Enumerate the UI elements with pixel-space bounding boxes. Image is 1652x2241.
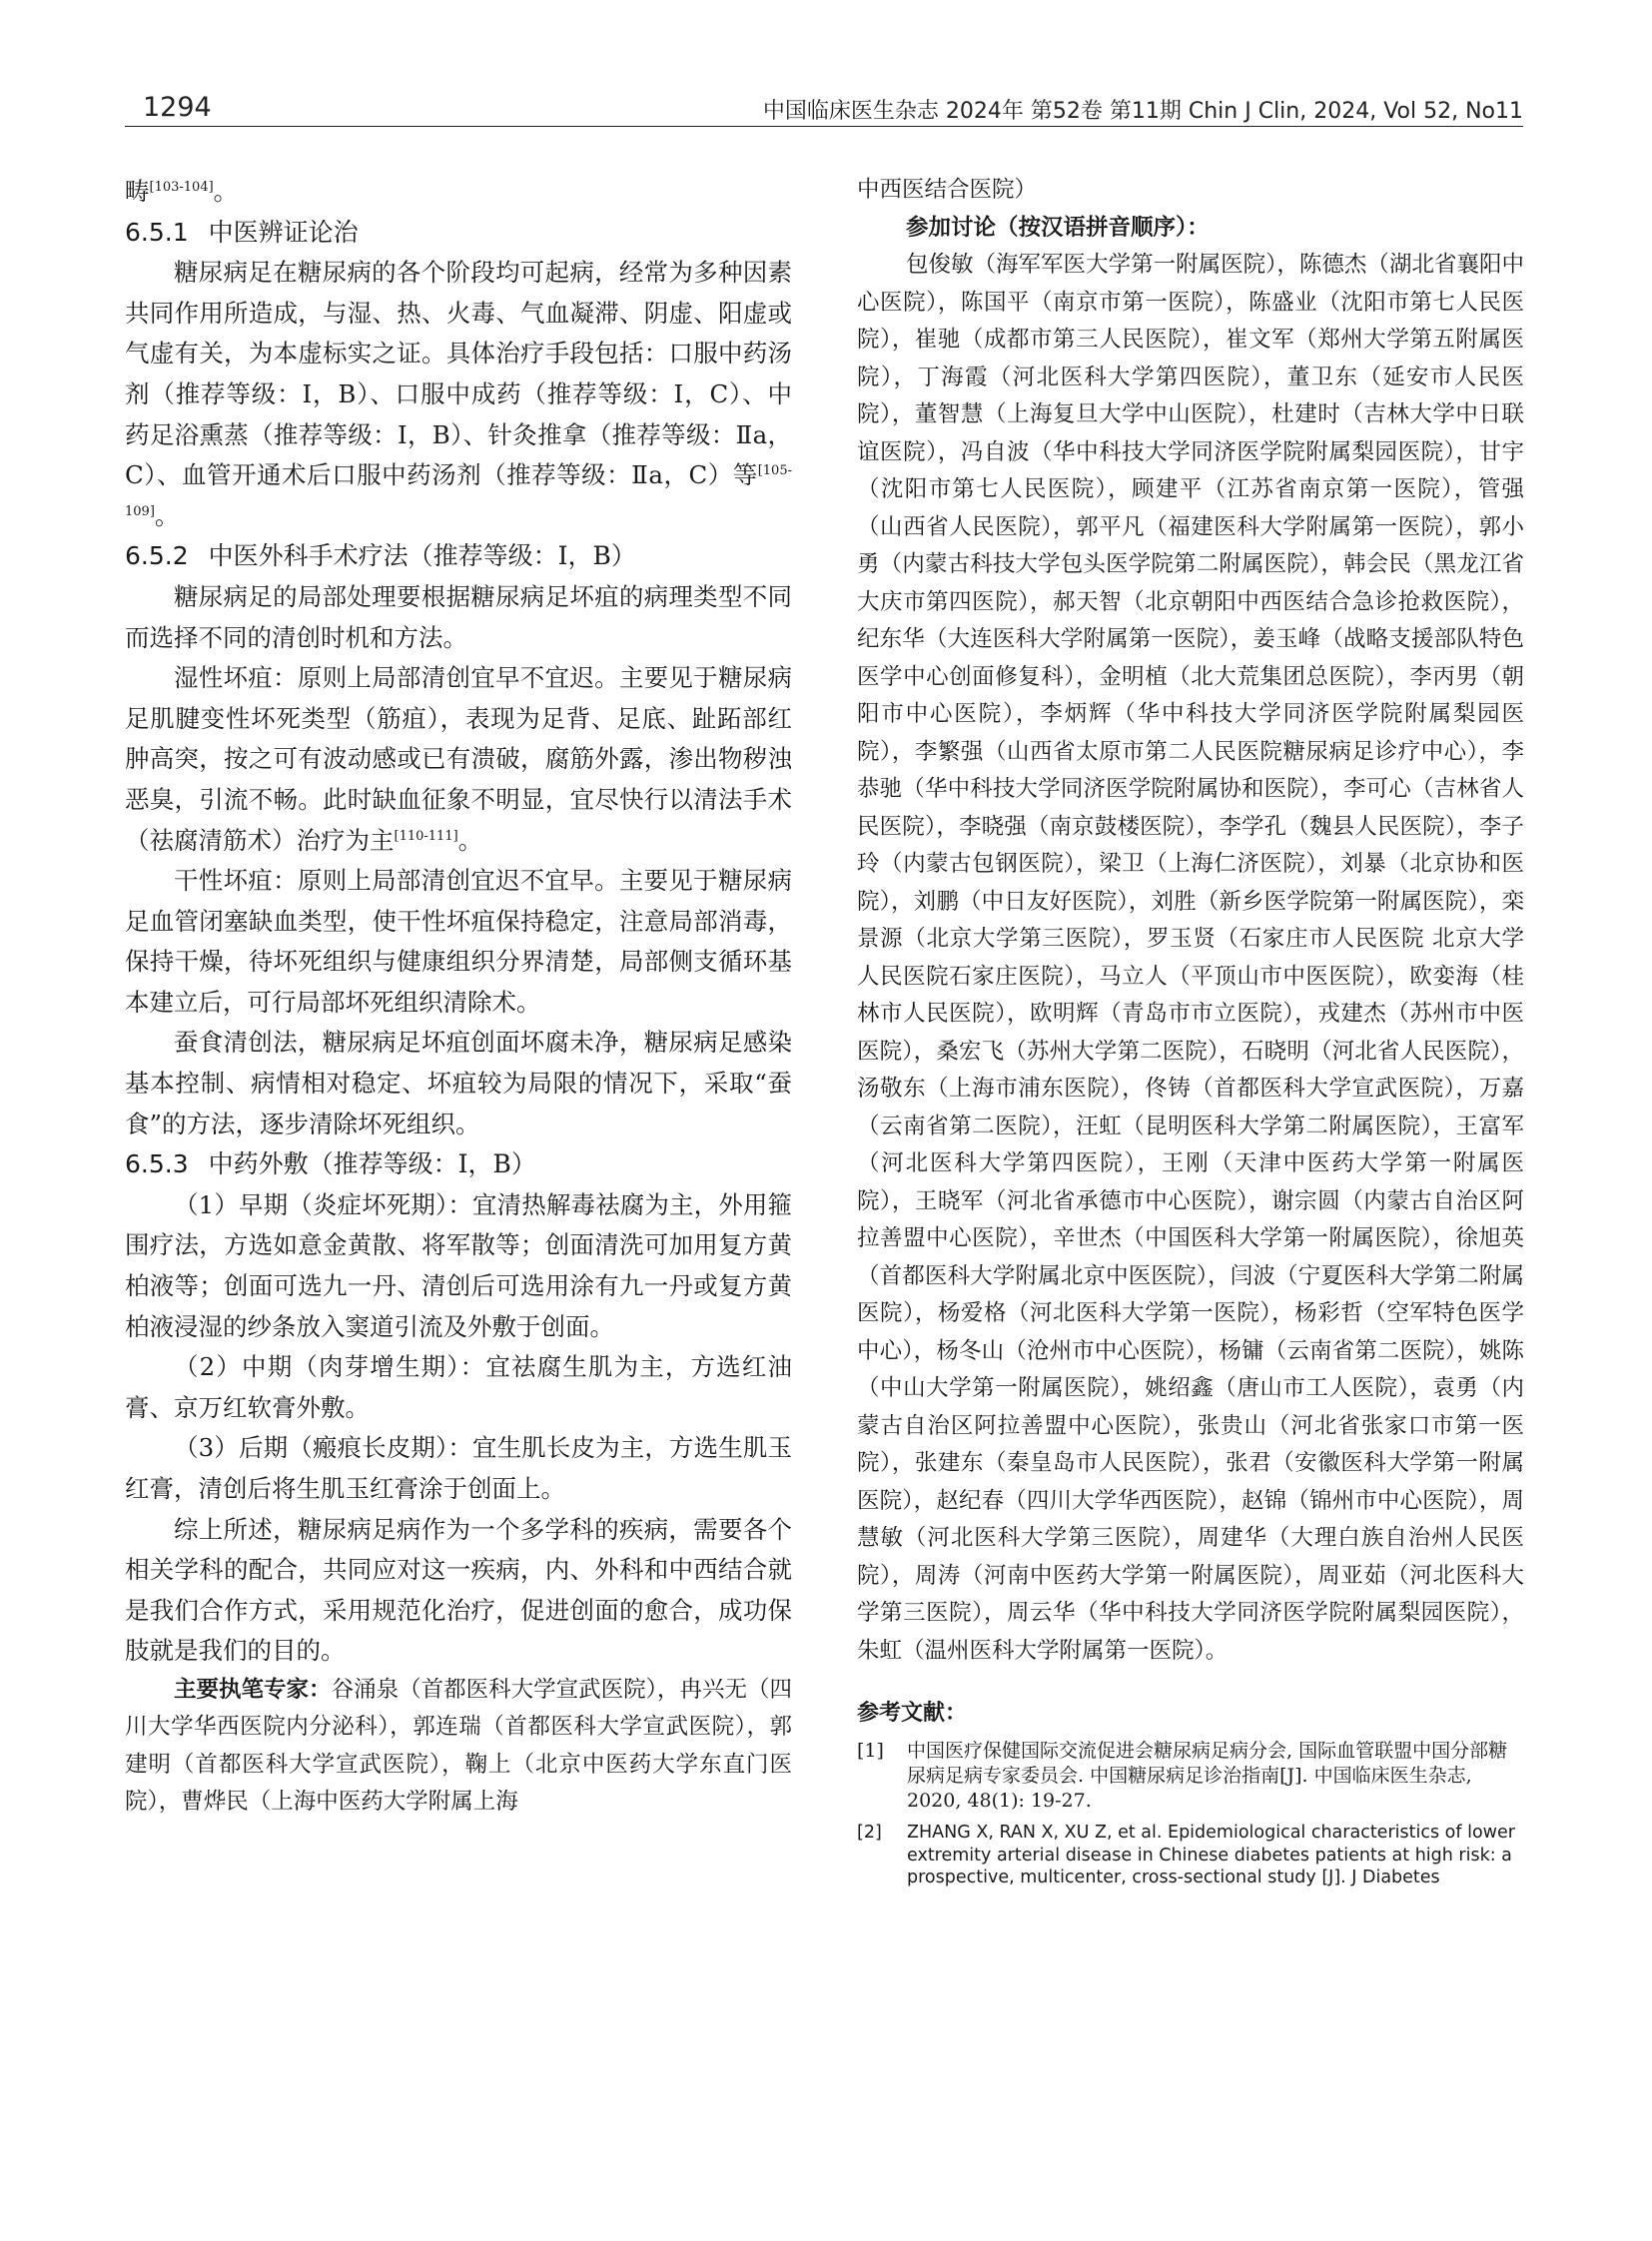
paragraph-nibbling-debridement: 蚕食清创法，糖尿病足坏疽创面坏腐未净，糖尿病足感染基本控制、病情相对稳定、坏疽较为局限的情况下，采取“蚕食”的方法，逐步清除坏死组织。	[125, 1028, 792, 1138]
discussion-label: 参加讨论（按汉语拼音顺序）：	[906, 214, 1210, 241]
page-number: 1294	[143, 92, 212, 123]
page-header	[125, 92, 1523, 127]
reference-item	[857, 1739, 1524, 1814]
reference-text: ZHANG X, RAN X, XU Z, et al. Epidemiological characteristics of lower extremity arterial disease in Chinese diabetes patients at high risk: a prospective, multicenter, cross-sectional study [J]. J Diabetes	[907, 1823, 1515, 1887]
discussion-list: 包俊敏（海军军医大学第一附属医院），陈德杰（湖北省襄阳中心医院），陈国平（南京市第一医院），陈盛业（沈阳市第七人民医院），崔驰（成都市第三人民医院），崔文军（郑州大学第五附属医院），丁海霞（河北医科大学第四医院），董卫东（延安市人民医院），董智慧（上海复旦大学中山医院），杜建时（吉林大学中日联谊医院），冯自波（华中科技大学同济医学院附属梨园医院），甘宇（沈阳市第七人民医院），顾建平（江苏省南京第一医院），管强（山西省人民医院），郭平凡（福建医科大学附属第一医院），郭小勇（内蒙古科技大学包头医学院第二附属医院），韩会民（黑龙江省大庆市第四医院），郝天智（北京朝阳中西医结合急诊抢救医院），纪东华（大连医科大学附属第一医院），姜玉峰（战略支援部队特色医学中心创面修复科），金明植（北大荒集团总医院），李丙男（朝阳市中心医院），李炳辉（华中科技大学同济医学院附属梨园医院），李繁强（山西省太原市第二人民医院糖尿病足诊疗中心），李恭驰（华中科技大学同济医学院附属协和医院），李可心（吉林省人民医院），李晓强（南京鼓楼医院），李学孔（魏县人民医院），李子玲（内蒙古包钢医院），梁卫（上海仁济医院），刘暴（北京协和医院），刘鹏（中日友好医院），刘胜（新乡医学院第一附属医院），栾景源（北京大学第三医院），罗玉贤（石家庄市人民医院 北京大学人民医院石家庄医院），马立人（平顶山市中医医院），欧娈海（桂林市人民医院），欧明辉（青岛市市立医院），戎建杰（苏州市中医医院），桑宏飞（苏州大学第二医院），石晓明（河北省人民医院），汤敬东（上海市浦东医院），佟铸（首都医科大学宣武医院），万嘉（云南省第二医院），汪虹（昆明医科大学第二附属医院），王富军（河北医科大学第四医院），王刚（天津中医药大学第一附属医院），王晓军（河北省承德市中心医院），谢宗圆（内蒙古自治区阿拉善盟中心医院），辛世杰（中国医科大学第一附属医院），徐旭英（首都医科大学附属北京中医医院），闫波（宁夏医科大学第二附属医院），杨爱格（河北医科大学第一医院），杨彩哲（空军特色医学中心），杨冬山（沧州市中心医院），杨镛（云南省第二医院），姚陈（中山大学第一附属医院），姚绍鑫（唐山市工人医院），袁勇（内蒙古自治区阿拉善盟中心医院），张贵山（河北省张家口市第一医院），张建东（秦皇岛市人民医院），张君（安徽医科大学第一附属医院），赵纪春（四川大学华西医院），赵锦（锦州市中心医院），周慧敏（河北医科大学第三医院），周建华（大理白族自治州人民医院），周涛（河南中医药大学第一附属医院），周亚茹（河北医科大学第三医院），周云华（华中科技大学同济医学院附属梨园医院），朱虹（温州医科大学附属第一医院）。	[857, 252, 1524, 1664]
section-heading-6-5-1: 6.5.1 中医辨证论治	[125, 217, 359, 247]
authors-list: 谷涌泉（首都医科大学宣武医院），冉兴无（四川大学华西医院内分泌科），郭连瑞（首都医科大学宣武医院），郭建明（首都医科大学宣武医院），鞠上（北京中医药大学东直门医院），曹烨民（上海中医药大学附属上海	[125, 1676, 792, 1816]
authors-label: 主要执笔专家：	[174, 1676, 332, 1703]
contributors-block	[857, 172, 1524, 1670]
reference-number: [2]	[857, 1823, 882, 1843]
reference-item	[857, 1822, 1524, 1889]
section-heading-6-5-3: 6.5.3 中药外敷（推荐等级：Ⅰ，B）	[125, 1149, 536, 1179]
left-column	[125, 172, 792, 1822]
paragraph-dry-gangrene: 干性坏疽：原则上局部清创宜迟不宜早。主要见于糖尿病足血管闭塞缺血类型，使干性坏疽保持稳定，注意局部消毒，保持干燥，待坏死组织与健康组织分界清楚，局部侧支循环基本建立后，可行局部坏死组织清除术。	[125, 866, 792, 1017]
paragraph-wet-gangrene: 湿性坏疽：原则上局部清创宜早不宜迟。主要见于糖尿病足肌腱变性坏死类型（筋疽），表现为足背、足底、趾跖部红肿高突，按之可有波动感或已有溃破，腐筋外露，渗出物秽浊恶臭，引流不畅。此时缺血征象不明显，宜尽快行以清法手术（祛腐清筋术）治疗为主[110-111]。	[125, 663, 792, 855]
paragraph-summary: 综上所述，糖尿病足病作为一个多学科的疾病，需要各个相关学科的配合，共同应对这一疾病，内、外科和中西结合就是我们合作方式，采用规范化治疗，促进创面的愈合，成功保肢就是我们的目的。	[125, 1514, 792, 1666]
citation[interactable]: [110-111]	[394, 828, 458, 844]
authors-continuation: 中西医结合医院）	[857, 177, 1038, 203]
journal-citation: 中国临床医生杂志 2024年 第52卷 第11期 Chin J Clin, 2024, Vol 52, No11	[762, 99, 1523, 124]
authors-block	[125, 1672, 792, 1822]
section-heading-6-5-2: 6.5.2 中医外科手术疗法（推荐等级：Ⅰ，B）	[125, 541, 636, 571]
reference-number: [1]	[857, 1740, 884, 1762]
paragraph-middle-stage: （2）中期（肉芽增生期）：宜祛腐生肌为主，方选红油膏、京万红软膏外敷。	[125, 1352, 792, 1422]
citation[interactable]: [103-104]	[149, 179, 214, 195]
paragraph-tcm-syndrome: 糖尿病足在糖尿病的各个阶段均可起病，经常为多种因素共同作用所造成，与湿、热、火毒、气血凝滞、阴虚、阳虚或气虚有关，为本虚标实之证。具体治疗手段包括：口服中药汤剂（推荐等级：Ⅰ，B）、口服中成药（推荐等级：Ⅰ，C）、中药足浴熏蒸（推荐等级：Ⅰ，B）、针灸推拿（推荐等级：Ⅱa，C）、血管开通术后口服中药汤剂（推荐等级：Ⅱa，C）等[105-109]。	[125, 258, 792, 530]
reference-text: 中国医疗保健国际交流促进会糖尿病足病分会, 国际血管联盟中国分部糖尿病足病专家委员会. 中国糖尿病足诊治指南[J]. 中国临床医生杂志, 2020, 48(1): 19-27.	[907, 1740, 1508, 1812]
references-title: 参考文献：	[857, 1701, 968, 1726]
right-column	[857, 172, 1524, 1897]
paragraph-local-treatment: 糖尿病足的局部处理要根据糖尿病足坏疽的病理类型不同而选择不同的清创时机和方法。	[125, 581, 792, 652]
paragraph-late-stage: （3）后期（瘢痕长皮期）：宜生肌长皮为主，方选生肌玉红膏，清创后将生肌玉红膏涂于创面上。	[125, 1433, 792, 1503]
paragraph-early-stage: （1）早期（炎症坏死期）：宜清热解毒祛腐为主，外用箍围疗法，方选如意金黄散、将军散等；创面清洗可加用复方黄柏液等；创面可选九一丹、清创后可选用涂有九一丹或复方黄柏液浸湿的纱条放入窦道引流及外敷于创面。	[125, 1189, 792, 1341]
paragraph-continuation: 畴[103-104]。	[125, 177, 239, 206]
citation[interactable]: [105-109]	[125, 463, 792, 519]
